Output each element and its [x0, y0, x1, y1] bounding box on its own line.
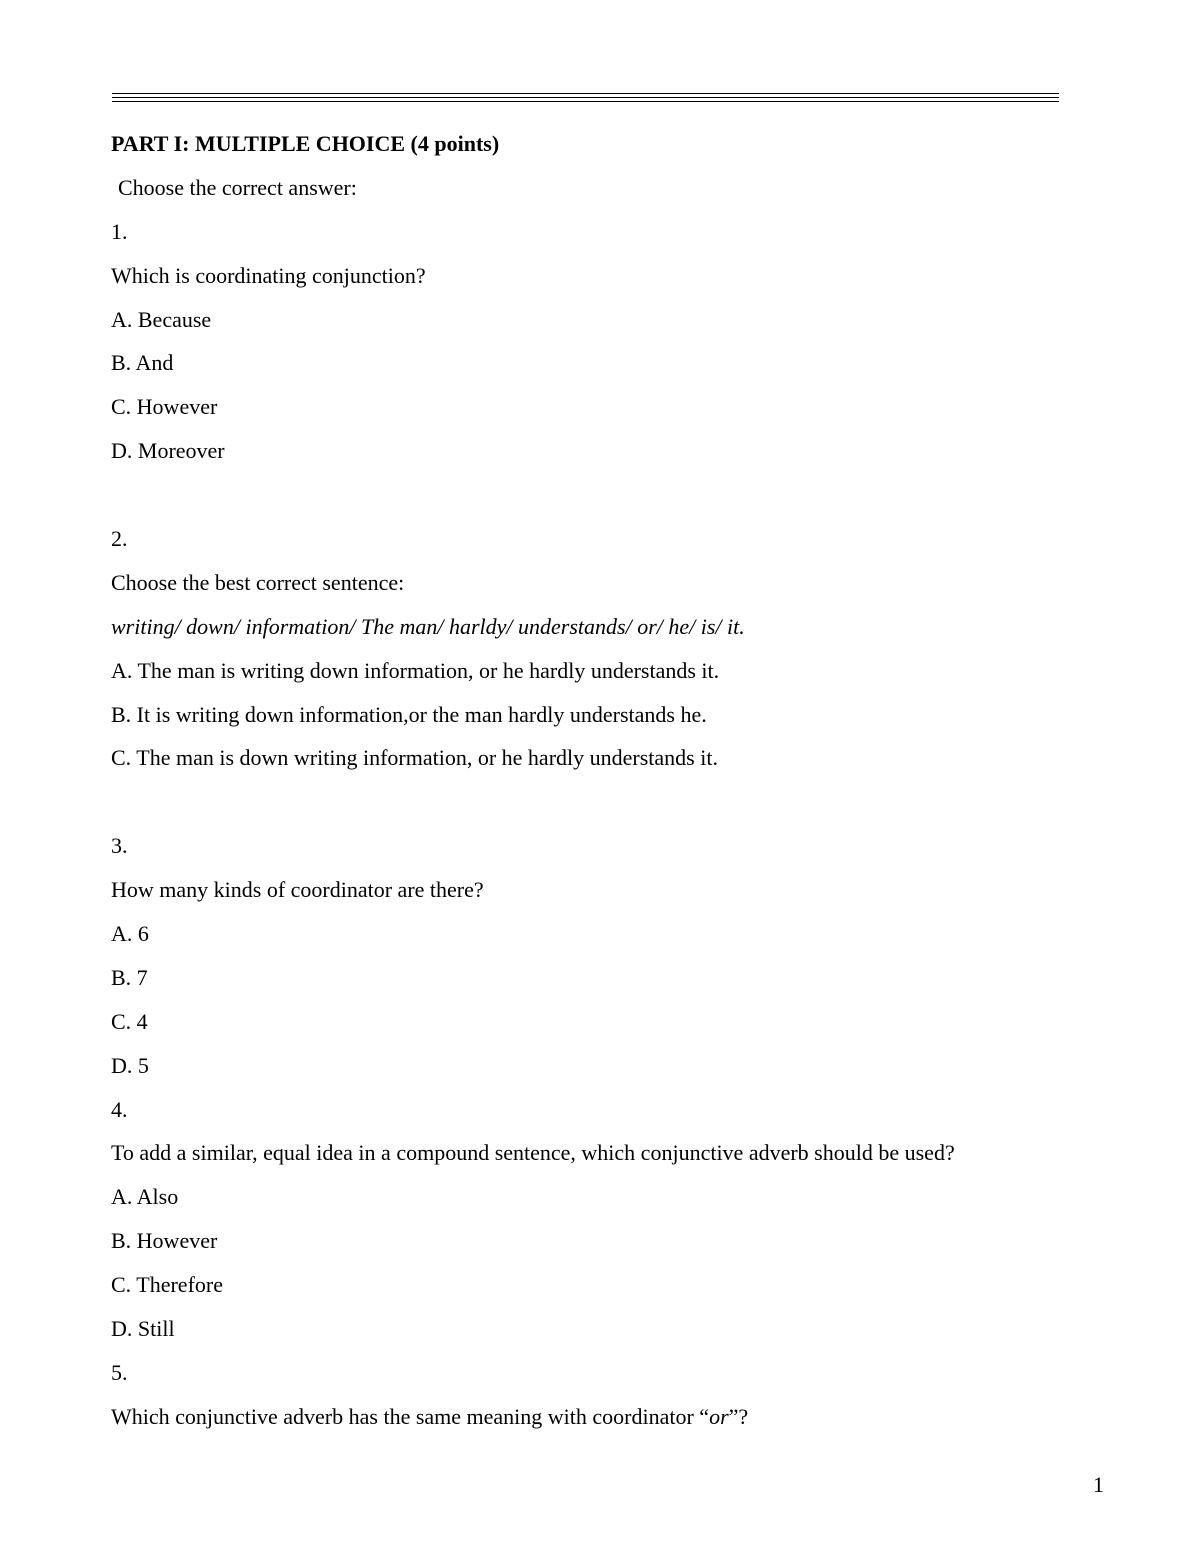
- answer-option: D. 5: [111, 1052, 149, 1078]
- answer-option: B. And: [111, 350, 174, 376]
- prompt-text: ”?: [728, 1403, 749, 1429]
- answer-option: B. It is writing down information,or the man hardly understands he.: [111, 701, 707, 727]
- rule-line: [112, 101, 1059, 102]
- question-4: [111, 1095, 1111, 1358]
- question-3: [111, 831, 1111, 1094]
- answer-option: C. However: [111, 394, 218, 420]
- question-prompt: Which is coordinating conjunction?: [111, 262, 426, 288]
- question-prompt: To add a similar, equal idea in a compound sentence, which conjunctive adverb should be used?: [111, 1140, 955, 1166]
- page-number: 1: [1093, 1472, 1104, 1497]
- answer-option: A. Also: [111, 1184, 179, 1210]
- spacer: [111, 480, 1111, 524]
- question-2: [111, 524, 1111, 787]
- answer-option: D. Moreover: [111, 438, 225, 464]
- answer-option: D. Still: [111, 1316, 175, 1342]
- spacer: [111, 787, 1111, 831]
- top-double-rule: [112, 92, 1059, 102]
- question-prompt: [111, 1402, 1111, 1446]
- prompt-text: Which conjunctive adverb has the same meaning with coordinator “: [111, 1403, 710, 1429]
- answer-option: C. 4: [111, 1008, 148, 1034]
- question-number: 1.: [111, 218, 128, 244]
- question-number: 4.: [111, 1096, 128, 1122]
- rule-line: [112, 97, 1059, 98]
- question-1: [111, 217, 1111, 480]
- answer-option: C. Therefore: [111, 1272, 223, 1298]
- document-body: [111, 129, 1111, 1446]
- answer-option: A. 6: [111, 921, 149, 947]
- question-number: 3.: [111, 833, 128, 859]
- question-prompt: Choose the best correct sentence:: [111, 569, 405, 595]
- answer-option: A. Because: [111, 306, 212, 332]
- question-number: 2.: [111, 526, 128, 552]
- answer-option: B. 7: [111, 964, 148, 990]
- question-5: [111, 1358, 1111, 1446]
- instruction: Choose the correct answer:: [118, 174, 357, 200]
- rule-line: [112, 93, 1059, 94]
- question-prompt: How many kinds of coordinator are there?: [111, 877, 484, 903]
- part-title: PART I: MULTIPLE CHOICE (4 points): [111, 131, 500, 156]
- scrambled-sentence: writing/ down/ information/ The man/ harldy/ understands/ or/ he/ is/ it.: [111, 613, 745, 639]
- answer-option: B. However: [111, 1228, 218, 1254]
- answer-option: C. The man is down writing information, or he hardly understands it.: [111, 745, 718, 771]
- answer-option: A. The man is writing down information, or he hardly understands it.: [111, 657, 720, 683]
- prompt-emphasis: or: [709, 1403, 729, 1429]
- question-number: 5.: [111, 1359, 128, 1385]
